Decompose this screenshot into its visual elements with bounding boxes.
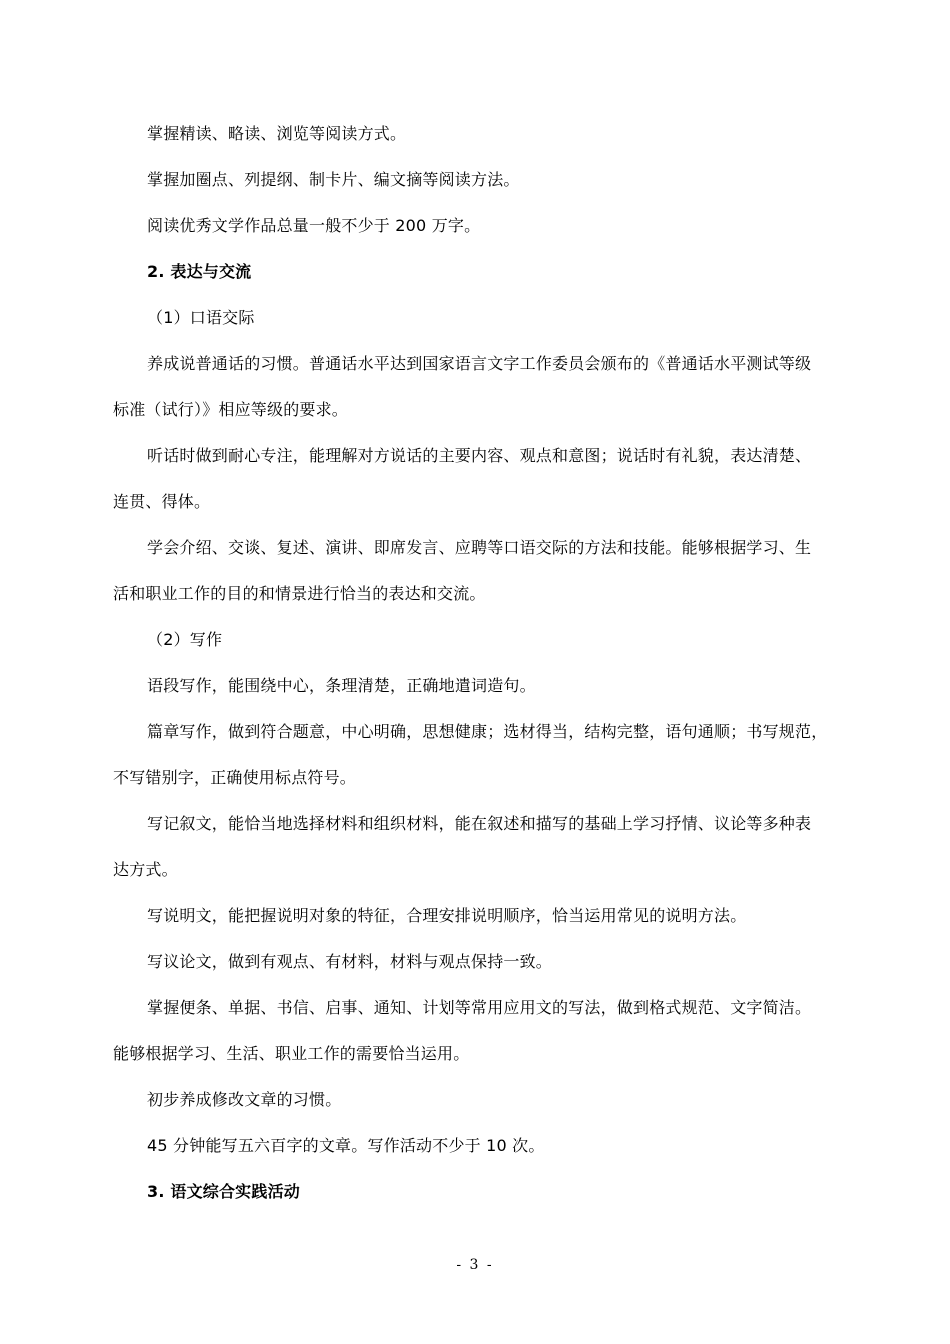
paragraph-narrative-line2: 达方式。 <box>113 860 178 879</box>
paragraph-argumentative: 写议论文，做到有观点、有材料，材料与观点保持一致。 <box>147 952 553 971</box>
paragraph-reading-methods: 掌握加圈点、列提纲、制卡片、编文摘等阅读方法。 <box>147 170 520 189</box>
paragraph-essay-writing-line1: 篇章写作，做到符合题意，中心明确，思想健康；选材得当，结构完整，语句通顺；书写规范， <box>147 722 828 741</box>
subsection-heading-writing: （2）写作 <box>147 630 223 649</box>
paragraph-expository: 写说明文，能把握说明对象的特征，合理安排说明顺序，恰当运用常见的说明方法。 <box>147 906 747 925</box>
section-heading-expression: 2. 表达与交流 <box>147 262 252 281</box>
paragraph-revision-habit: 初步养成修改文章的习惯。 <box>147 1090 342 1109</box>
section-heading-practice: 3. 语文综合实践活动 <box>147 1182 300 1201</box>
paragraph-practical-writing-line2: 能够根据学习、生活、职业工作的需要恰当运用。 <box>113 1044 470 1063</box>
paragraph-reading-amount: 阅读优秀文学作品总量一般不少于 200 万字。 <box>147 216 481 235</box>
paragraph-narrative-line1: 写记叙文，能恰当地选择材料和组织材料，能在叙述和描写的基础上学习抒情、议论等多种表 <box>147 814 812 833</box>
paragraph-oral-skills-line2: 活和职业工作的目的和情景进行恰当的表达和交流。 <box>113 584 486 603</box>
subsection-heading-oral: （1）口语交际 <box>147 308 255 327</box>
paragraph-mandarin-line2: 标准（试行）》相应等级的要求。 <box>113 400 349 419</box>
paragraph-listening-line1: 听话时做到耐心专注，能理解对方说话的主要内容、观点和意图；说话时有礼貌，表达清楚、 <box>147 446 812 465</box>
paragraph-practical-writing-line1: 掌握便条、单据、书信、启事、通知、计划等常用应用文的写法，做到格式规范、文字简洁。 <box>147 998 812 1017</box>
paragraph-listening-line2: 连贯、得体。 <box>113 492 211 511</box>
paragraph-oral-skills-line1: 学会介绍、交谈、复述、演讲、即席发言、应聘等口语交际的方法和技能。能够根据学习、生 <box>147 538 812 557</box>
page-number: - 3 - <box>456 1257 494 1273</box>
paragraph-mandarin-line1: 养成说普通话的习惯。普通话水平达到国家语言文字工作委员会颁布的《普通话水平测试等级 <box>147 354 812 373</box>
paragraph-reading-modes: 掌握精读、略读、浏览等阅读方式。 <box>147 124 407 143</box>
paragraph-essay-writing-line2: 不写错别字，正确使用标点符号。 <box>113 768 357 787</box>
paragraph-segment-writing: 语段写作，能围绕中心，条理清楚，正确地遣词造句。 <box>147 676 536 695</box>
paragraph-writing-speed: 45 分钟能写五六百字的文章。写作活动不少于 10 次。 <box>147 1136 545 1155</box>
